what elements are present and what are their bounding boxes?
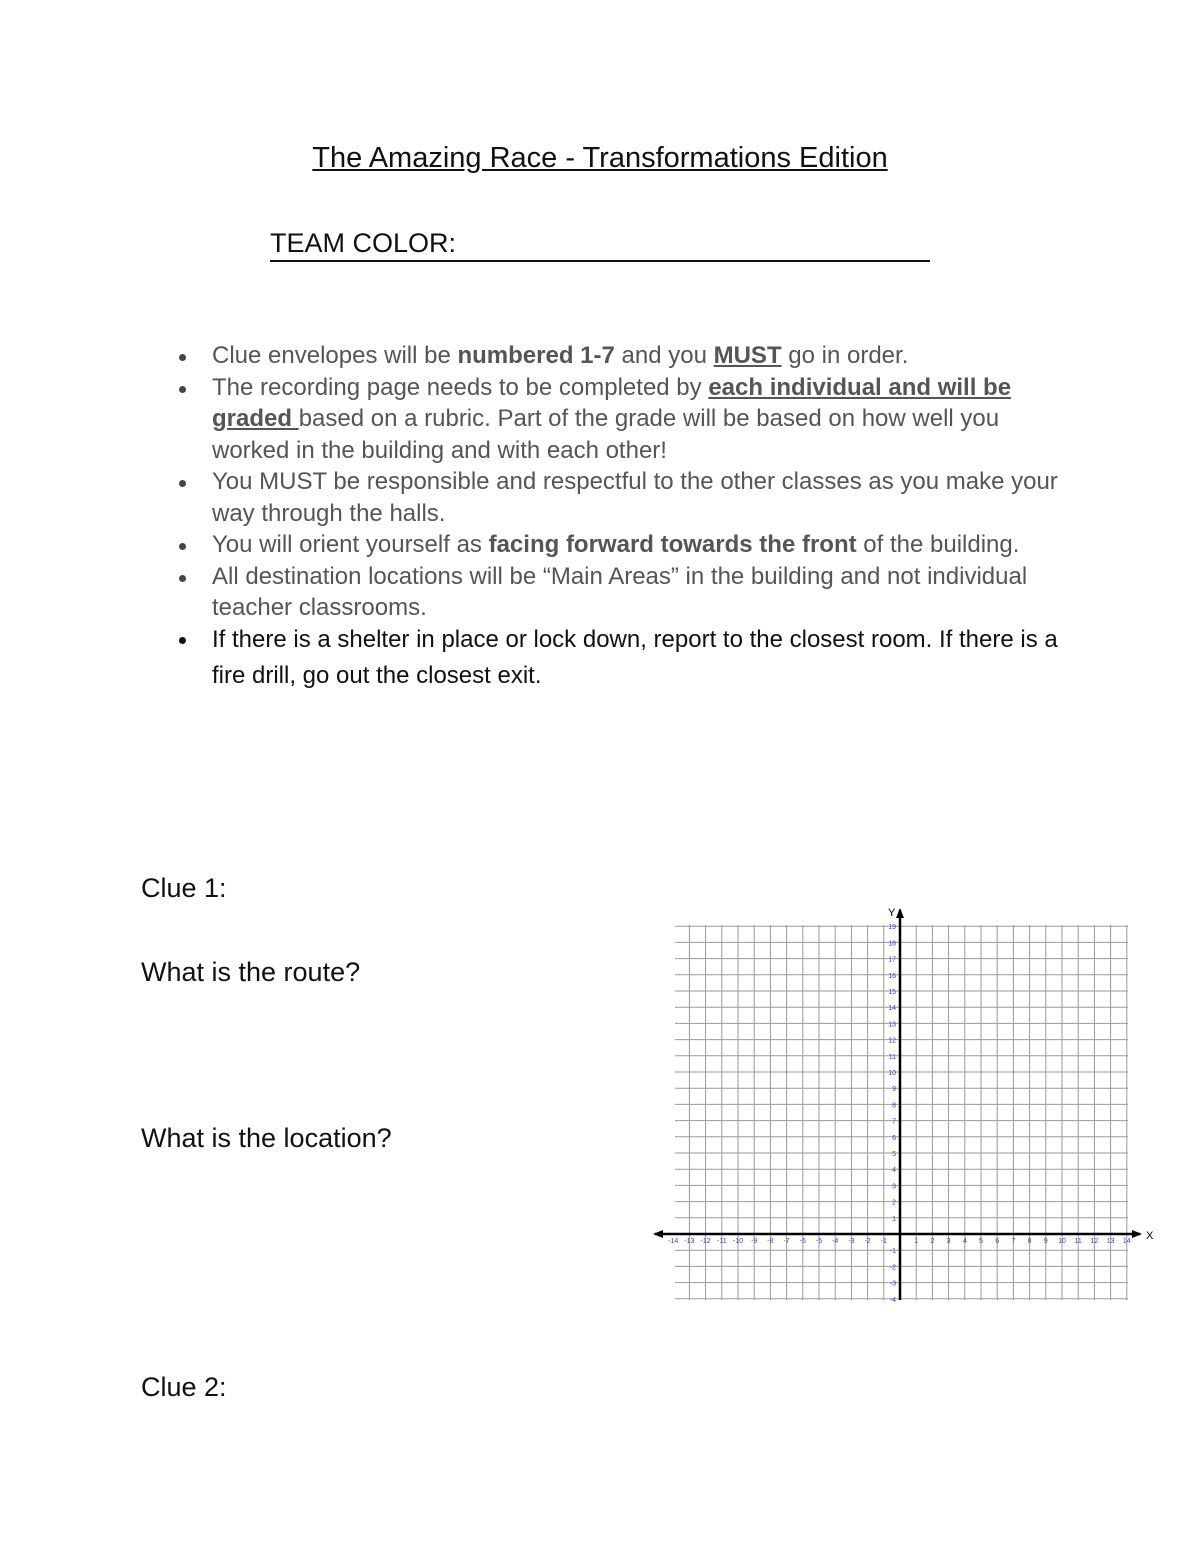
y-tick-label: 16 <box>888 972 896 980</box>
bullet-icon <box>179 480 186 487</box>
y-tick-label: 11 <box>888 1053 896 1061</box>
x-tick-label: 4 <box>962 1238 967 1245</box>
x-tick-label: 1 <box>914 1238 919 1245</box>
y-tick-label: 12 <box>888 1037 896 1045</box>
y-tick-label: 5 <box>892 1151 896 1158</box>
x-tick-label: 2 <box>930 1238 935 1245</box>
x-tick-label: 7 <box>1011 1238 1016 1245</box>
x-tick-label: -2 <box>864 1238 871 1245</box>
y-tick-label: 4 <box>892 1167 896 1175</box>
x-tick-label: -4 <box>832 1238 839 1245</box>
y-tick-label: 10 <box>888 1070 896 1077</box>
rule-item <box>160 561 1080 624</box>
x-tick-label: -3 <box>848 1238 855 1245</box>
y-tick-label: 1 <box>892 1215 896 1223</box>
y-tick-label: -1 <box>889 1248 896 1256</box>
y-tick-label: 19 <box>888 924 896 932</box>
rule-text: You MUST be responsible and respectful to the other classes as you make your way through the halls. <box>212 468 1058 527</box>
rule-text: The recording page needs to be completed by <box>212 373 709 401</box>
x-tick-label: 9 <box>1043 1238 1048 1245</box>
rule-text: MUST <box>713 342 782 369</box>
y-axis-arrow-icon <box>896 908 904 918</box>
x-axis-arrow-icon <box>1132 1230 1142 1238</box>
rule-text: facing forward towards the front <box>488 531 857 558</box>
rule-text: each individual and will be graded <box>212 373 1012 432</box>
bullet-icon <box>179 386 186 393</box>
rule-item <box>160 340 1080 372</box>
y-tick-label: 9 <box>892 1086 896 1094</box>
y-tick-label: 3 <box>892 1183 896 1191</box>
rule-item <box>160 372 1080 467</box>
y-tick-label: 15 <box>888 989 896 996</box>
y-tick-label: 2 <box>892 1199 896 1207</box>
x-axis-arrow-left-icon <box>653 1230 663 1238</box>
bullet-icon <box>179 543 186 550</box>
x-tick-label: -5 <box>815 1238 823 1245</box>
route-question: What is the route? <box>141 957 361 987</box>
y-tick-label: 8 <box>892 1102 896 1110</box>
page-title: The Amazing Race - Transformations Edition <box>312 142 888 174</box>
x-tick-label: 14 <box>1122 1238 1131 1245</box>
x-tick-label: -12 <box>700 1238 711 1245</box>
x-tick-label: 10 <box>1058 1238 1066 1245</box>
y-tick-label: 7 <box>892 1118 896 1126</box>
x-tick-label: -9 <box>751 1238 758 1245</box>
x-tick-label: -1 <box>880 1238 887 1245</box>
x-tick-label: 13 <box>1106 1238 1115 1245</box>
x-tick-label: 5 <box>979 1238 983 1245</box>
x-tick-label: 8 <box>1027 1238 1032 1245</box>
bullet-icon <box>179 354 186 361</box>
clue-1-label: Clue 1: <box>141 873 227 903</box>
x-tick-label: -8 <box>767 1238 774 1245</box>
y-tick-label: -3 <box>889 1280 896 1288</box>
y-axis-label: Y <box>888 907 896 919</box>
rule-text: numbered 1-7 <box>457 342 615 369</box>
x-tick-label: 11 <box>1074 1238 1082 1245</box>
rule-item <box>160 529 1080 561</box>
rule-text: Clue envelopes will be <box>212 342 458 369</box>
team-color-field: TEAM COLOR: <box>270 226 930 262</box>
y-tick-label: 13 <box>888 1021 896 1029</box>
rule-text: and you <box>614 342 714 369</box>
coordinate-grid <box>650 900 1160 1310</box>
rule-text: If there is a shelter in place or lock down, report to the closest room. If there is a fire drill, go out the closest exit. <box>212 625 1058 689</box>
y-tick-label: -4 <box>889 1296 896 1304</box>
y-tick-label: 6 <box>892 1134 896 1142</box>
bullet-icon <box>179 637 186 644</box>
rule-item <box>160 466 1080 529</box>
y-tick-label: 18 <box>888 940 896 948</box>
x-tick-label: 12 <box>1090 1238 1099 1245</box>
x-tick-label: -6 <box>799 1238 806 1245</box>
x-tick-label: 6 <box>995 1238 1000 1245</box>
clue-2-label: Clue 2: <box>141 1372 227 1402</box>
y-tick-label: 14 <box>888 1005 896 1013</box>
x-tick-label: -14 <box>668 1238 679 1245</box>
x-tick-label: -11 <box>716 1238 727 1245</box>
rule-text: All destination locations will be “Main Areas” in the building and not individual teacher classrooms. <box>212 562 1028 621</box>
x-tick-label: -7 <box>783 1238 790 1245</box>
x-tick-label: 3 <box>946 1238 951 1245</box>
rule-item <box>160 622 1080 694</box>
x-tick-label: -10 <box>732 1238 744 1245</box>
x-axis-label: X <box>1146 1230 1154 1242</box>
rules-list <box>160 340 1080 694</box>
rule-text: You will orient yourself as <box>212 531 489 558</box>
location-question: What is the location? <box>141 1123 392 1153</box>
rule-text: go in order. <box>781 342 909 369</box>
y-tick-label: 17 <box>888 956 896 964</box>
y-tick-label: -2 <box>889 1264 896 1272</box>
rule-text: of the building. <box>856 531 1020 558</box>
rule-text: based on a rubric. Part of the grade will be based on how well you worked in the building and with each other! <box>212 405 1000 464</box>
bullet-icon <box>179 575 186 582</box>
x-tick-label: -13 <box>684 1238 695 1245</box>
